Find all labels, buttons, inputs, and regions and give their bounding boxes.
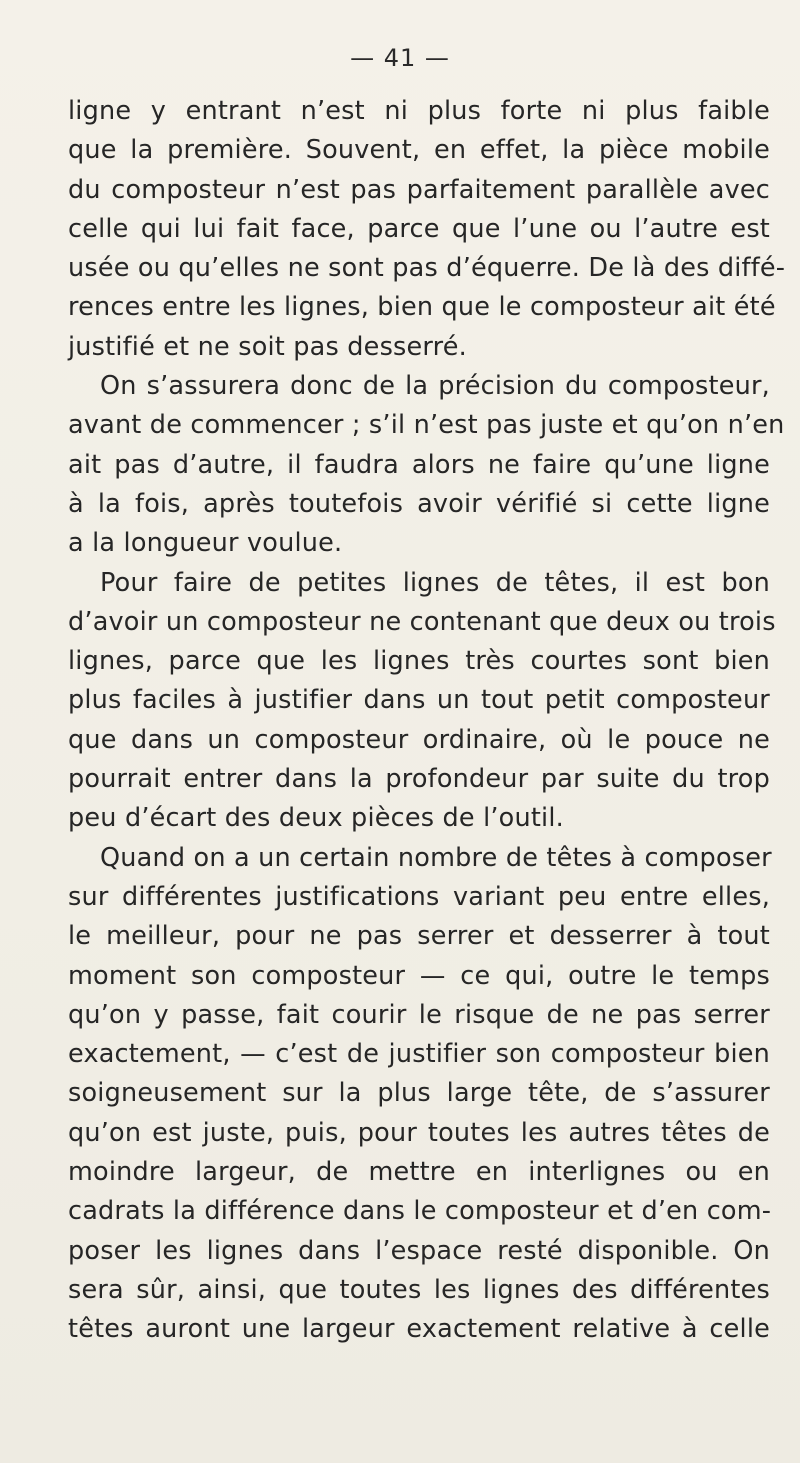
text-line: On s’assurera donc de la précision du composteur, [100,371,770,402]
text-line: moment son composteur — ce qui, outre le temps [68,960,770,991]
text-line: plus faciles à justifier dans un tout petit composteur [68,685,770,716]
text-line: le meilleur, pour ne pas serrer et desserrer à tout [68,921,770,952]
text-line: Quand on a un certain nombre de têtes à composer [100,842,772,873]
text-line: cadrats la différence dans le composteur et d’en com- [68,1196,772,1227]
text-line: usée ou qu’elles ne sont pas d’équerre. De là des diffé- [68,253,786,284]
text-line: exactement, — c’est de justifier son composteur bien [68,1039,770,1070]
text-line: du composteur n’est pas parfaitement parallèle avec [68,174,770,205]
text-line: soigneusement sur la plus large tête, de s’assurer [68,1078,770,1109]
text-line: Pour faire de petites lignes de têtes, il est bon [100,567,770,598]
text-line: justifié et ne soit pas desserré. [68,331,467,362]
text-line: moindre largeur, de mettre en interlignes ou en [68,1157,770,1188]
text-line: sur différentes justifications variant peu entre elles, [68,881,770,912]
text-line: d’avoir un composteur ne contenant que deux ou trois [68,606,776,637]
text-line: têtes auront une largeur exactement relative à celle [68,1314,770,1345]
text-line: que la première. Souvent, en effet, la pièce mobile [68,135,770,166]
text-line: qu’on est juste, puis, pour toutes les autres têtes de [68,1117,770,1148]
text-line: poser les lignes dans l’espace resté disponible. On [68,1235,770,1266]
text-line: celle qui lui fait face, parce que l’une ou l’autre est [68,213,770,244]
text-line: pourrait entrer dans la profondeur par suite du trop [68,764,770,795]
text-line: sera sûr, ainsi, que toutes les lignes des différentes [68,1274,770,1305]
page-number: — 41 — [350,44,450,72]
text-line: peu d’écart des deux pièces de l’outil. [68,803,564,834]
text-line: que dans un composteur ordinaire, où le pouce ne [68,724,770,755]
text-line: qu’on y passe, fait courir le risque de ne pas serrer [68,999,770,1030]
text-line: ait pas d’autre, il faudra alors ne faire qu’une ligne [68,449,770,480]
text-line: rences entre les lignes, bien que le composteur ait été [68,292,776,323]
text-line: ligne y entrant n’est ni plus forte ni plus faible [68,96,770,126]
text-line: lignes, parce que les lignes très courtes sont bien [68,646,770,677]
text-line: avant de commencer ; s’il n’est pas juste et qu’on n’en [68,410,785,441]
body-text [68,92,786,1350]
text-line: à la fois, après toutefois avoir vérifié si cette ligne [68,488,770,519]
text-line: a la longueur voulue. [68,528,343,559]
